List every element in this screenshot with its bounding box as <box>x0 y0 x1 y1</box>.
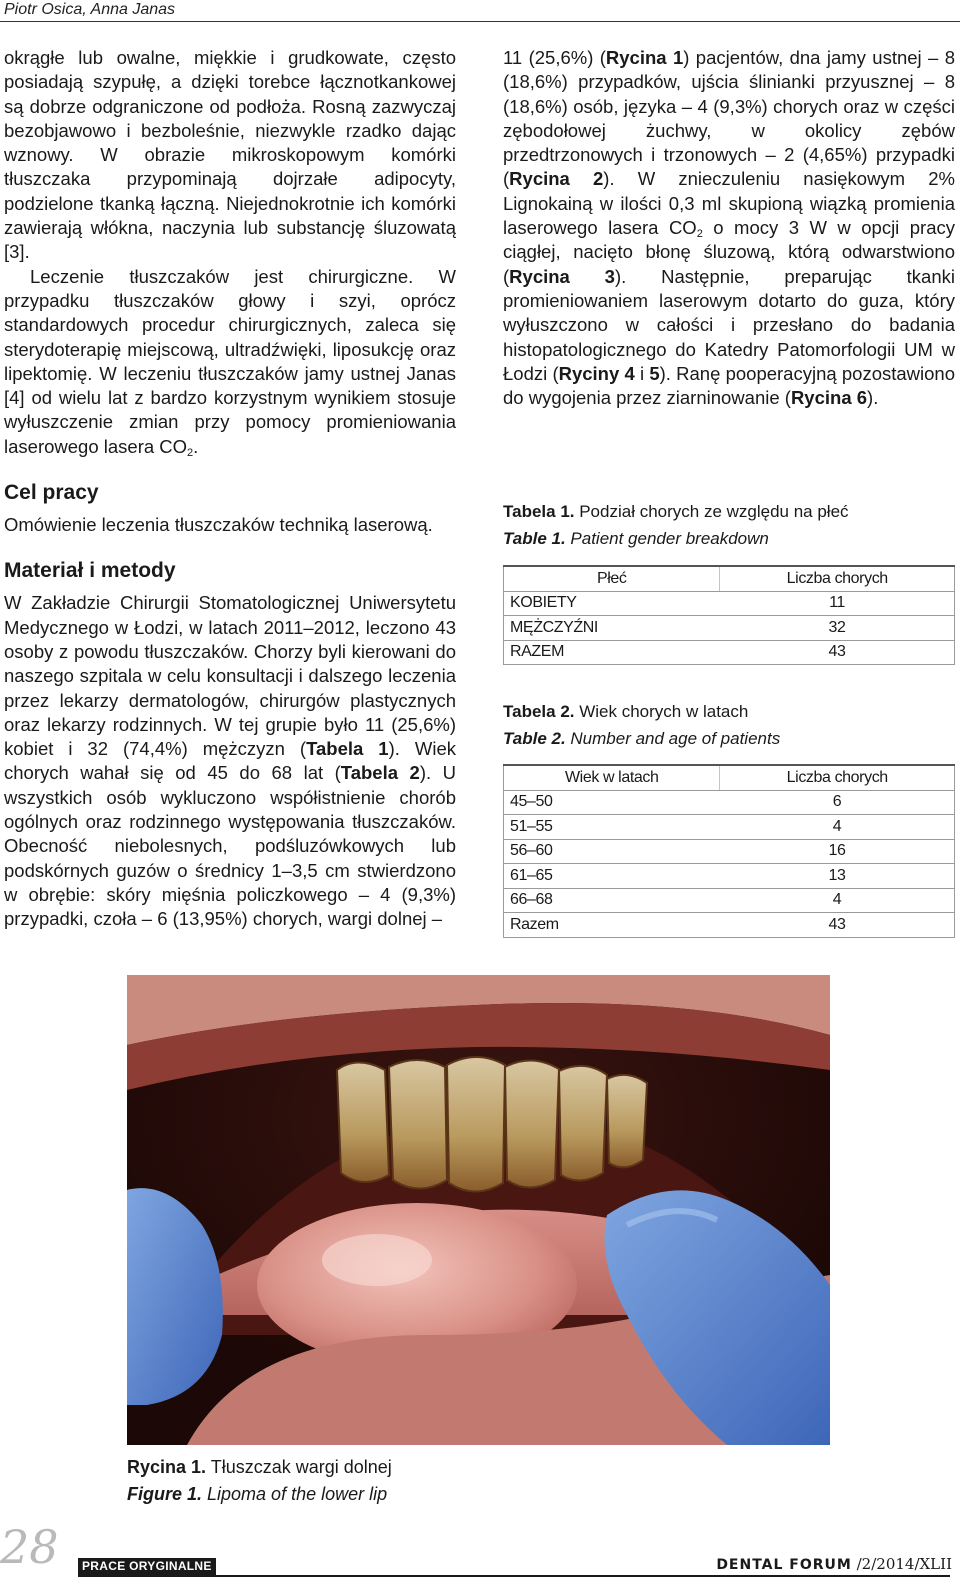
ref-table-1: Tabela 1 <box>306 738 389 760</box>
running-header-authors: Piotr Osica, Anna Janas <box>4 1 176 18</box>
journal-issue: /2/2014/XLII <box>851 1555 952 1573</box>
procedure-text-and: i <box>634 362 650 384</box>
left-column <box>4 46 456 932</box>
figure-1-caption <box>127 1454 827 1508</box>
table-row <box>504 839 955 864</box>
table-cell: 45–50 <box>504 790 720 815</box>
co2-subscript: 2 <box>187 446 194 459</box>
table-cell: Razem <box>504 913 720 938</box>
header-rule <box>0 21 960 22</box>
co2-subscript: 2 <box>696 228 703 241</box>
table-age <box>503 764 955 938</box>
table-1-caption-en <box>503 525 955 552</box>
paragraph-aim: Omówienie leczenia tłuszczaków techniką laserową. <box>4 514 433 536</box>
table-1-label-en: Table 1. <box>503 529 566 548</box>
table-row <box>504 790 955 815</box>
figure-1-label: Rycina 1. <box>127 1457 207 1477</box>
paragraph-procedure <box>503 46 955 410</box>
page-number: 28 <box>0 1520 59 1574</box>
table-cell: 32 <box>720 616 955 641</box>
table-row <box>504 640 955 665</box>
table-cell: 11 <box>720 591 955 616</box>
table-cell: KOBIETY <box>504 591 720 616</box>
table-2-caption-en <box>503 725 955 752</box>
table-row <box>504 815 955 840</box>
table-cell: 43 <box>720 640 955 665</box>
table-2-caption <box>503 698 955 752</box>
table-header-row <box>504 566 955 591</box>
figure-1-title: Tłuszczak wargi dolnej <box>206 1457 392 1477</box>
table-2-title-en: Number and age of patients <box>565 729 781 748</box>
table-1-title-en: Patient gender breakdown <box>565 529 769 548</box>
table-cell: 4 <box>720 815 955 840</box>
clinical-photo-lower-lip-lipoma <box>127 975 830 1445</box>
paragraph-lipoma-description: okrągłe lub owalne, miękkie i grudkowate, często posiadają szypułę, a dzięki torebce łącznotkankowej są dobrze odgraniczone od podłoża. Rosną zazwyczaj bezobjawowo i bezboleśnie, niezwykle rzadko dając wznowy. W obrazie mikroskopowym komórki tłuszczaka przypominają dojrzałe adipocyty, podzielone tkanką łączną. Niejednokrotnie ich komórki zawierają włókna, naczynia lub substancję śluzowatą [3]. <box>4 47 456 263</box>
column-header: Liczba chorych <box>720 566 955 591</box>
paragraph-treatment <box>4 265 456 459</box>
table-header-row <box>504 765 955 790</box>
ref-table-2: Tabela 2 <box>340 762 420 784</box>
figure-1-label-en: Figure 1. <box>127 1484 203 1504</box>
methods-text-c: ). Wiek chorych wahał się od 45 do 68 lat ( <box>4 738 456 784</box>
heading-aim: Cel pracy <box>4 481 99 505</box>
table-1-caption-pl <box>503 498 955 525</box>
section-label: PRACE ORYGINALNE <box>78 1558 216 1575</box>
procedure-text-2: ) pacjentów, dna jamy ustnej – 8 (18,6%) przypadków, ujścia ślinianki przyusznej – 8 (18,6%) osób, języka – 4 (9,3%) chorych oraz w części zębodołowej żuchwy, w okolicy zębów przedtrzonowych i trzonowych – 2 (4,65%) przypadki ( <box>503 47 955 190</box>
table-row <box>504 888 955 913</box>
figure-1-caption-pl <box>127 1454 827 1481</box>
table-2-caption-pl <box>503 698 955 725</box>
ref-figure-5: 5 <box>649 362 660 384</box>
table-2-title: Wiek chorych w latach <box>574 702 749 721</box>
treatment-end: . <box>193 435 199 457</box>
table-1-caption <box>503 498 955 552</box>
table-cell: 43 <box>720 913 955 938</box>
methods-text-e: ). U wszystkich osób wykluczono współistnienie chorób ogólnych oraz rodzinnego występowania tłuszczaków. Obecność niebolesnych, podśluzówkowych lub podskórnych guzów o średnicy 1–3,5 cm stwierdzono w obrębie: skóry mięśnia policzkowego – 4 (9,3%) przypadki, czoła – 6 (13,95%) chorych, wargi dolnej – <box>4 762 456 930</box>
table-row <box>504 591 955 616</box>
ref-figure-3: Rycina 3 <box>509 265 615 287</box>
column-header: Płeć <box>504 566 720 591</box>
table-2-label-en: Table 2. <box>503 729 566 748</box>
journal-brand: DENTAL FORUM <box>716 1557 852 1573</box>
column-header: Liczba chorych <box>720 765 955 790</box>
figure-1-caption-en <box>127 1481 827 1508</box>
methods-text-a: W Zakładzie Chirurgii Stomatologicznej Uniwersytetu Medycznego w Łodzi, w latach 2011–2012, leczono 43 osoby z powodu tłuszczaków. Chorzy byli kierowani do naszego szpitala w celu konsultacji i dalszego leczenia przez lekarzy dermatologów, chirurgów plastycznych oraz lekarzy rodzinnych. W tej grupie było 11 (25,6%) kobiet i 32 (74,4%) mężczyzn ( <box>4 592 456 760</box>
table-row <box>504 913 955 938</box>
procedure-text-6: ). Ranę pooperacyjną pozostawiono do wygojenia przez ziarninowanie ( <box>503 362 955 409</box>
table-1-title: Podział chorych ze względu na płeć <box>574 502 849 521</box>
ref-figure-1: Rycina 1 <box>605 47 684 68</box>
column-header: Wiek w latach <box>504 765 720 790</box>
table-cell: MĘŻCZYŹNI <box>504 616 720 641</box>
ref-figure-4: Ryciny 4 <box>558 362 635 384</box>
table-1-label: Tabela 1. <box>503 502 575 521</box>
table-row <box>504 616 955 641</box>
paragraph-methods <box>4 591 456 931</box>
heading-methods: Materiał i metody <box>4 559 176 583</box>
table-cell: 51–55 <box>504 815 720 840</box>
table-2-label: Tabela 2. <box>503 702 575 721</box>
table-cell: 16 <box>720 839 955 864</box>
procedure-text-5: ). Następnie, preparując tkanki promieniowaniem laserowym dotarto do guza, który wyłuszczono w całości i przesłano do badania histopatologicznego do Katedry Patomorfologii UM w Łodzi ( <box>503 265 955 384</box>
table-cell: 4 <box>720 888 955 913</box>
table-cell: 66–68 <box>504 888 720 913</box>
table-gender <box>503 565 955 665</box>
procedure-text-7: ). <box>867 387 879 409</box>
ref-figure-2: Rycina 2 <box>509 168 604 190</box>
procedure-text-4: o mocy 3 W w opcji pracy ciągłej, nacięto błonę śluzową, którą odwarstwiono ( <box>503 217 956 287</box>
table-cell: 56–60 <box>504 839 720 864</box>
table-cell: 13 <box>720 864 955 889</box>
table-cell: RAZEM <box>504 640 720 665</box>
table-cell: 6 <box>720 790 955 815</box>
ref-figure-6: Rycina 6 <box>790 387 868 409</box>
journal-reference <box>716 1554 952 1575</box>
table-row <box>504 864 955 889</box>
procedure-text-1: 11 (25,6%) ( <box>503 47 606 68</box>
figure-1-title-en: Lipoma of the lower lip <box>202 1484 388 1504</box>
treatment-text: Leczenie tłuszczaków jest chirurgiczne. W przypadku tłuszczaków głowy i szyi, oprócz standardowych procedur chirurgicznych, zaleca się sterydoterapię miejscową, ultradźwięki, liposukcję oraz lipektomię. W leczeniu tłuszczaków jamy ustnej Janas [4] od wielu lat z bardzo korzystnym wynikiem stosuje wyłuszczenie zmian przy pomocy promieniowania laserowego lasera CO <box>4 265 456 457</box>
right-column <box>503 46 955 410</box>
table-cell: 61–65 <box>504 864 720 889</box>
procedure-text-3: ). W znieczuleniu nasiękowym 2% Lignokainą w ilości 0,3 ml skupioną wiązką promienia laserowego lasera CO <box>503 168 955 239</box>
